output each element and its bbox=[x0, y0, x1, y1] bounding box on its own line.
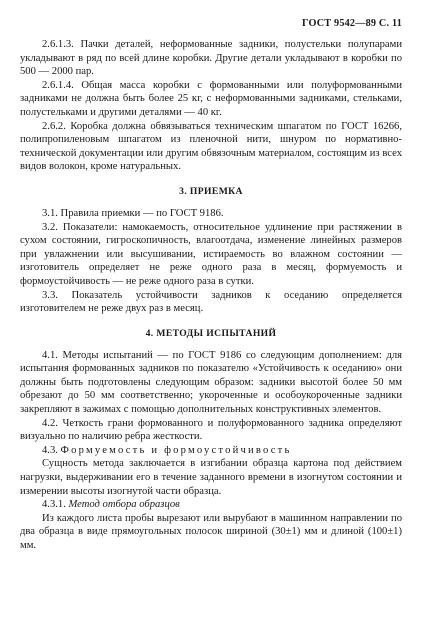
paragraph-4-1: 4.1. Методы испытаний — по ГОСТ 9186 со следующим дополнением: для испытания формованных задников по показателю «Устойчивость к оседанию» они должны быть подготовлены следующим образом: задники высотой более 50 мм обрезают до 50 мм соответственно; укороченные и особоукороченные задники закрепляют в зажимах с помощью дополнительных конструктивных элементов. bbox=[20, 349, 402, 416]
paragraph-2-6-1-3: 2.6.1.3. Пачки деталей, неформованные задники, полустельки полупарами укладывают в ряд по всей длине коробки. Другие детали укладывают в коробки по 500 — 2000 пар. bbox=[20, 39, 402, 78]
subsection-4-3-number: 4.3. bbox=[42, 444, 58, 456]
paragraph-3-2: 3.2. Показатели: намокаемость, относительное удлинение при растяжении в сухом состоянии, гигроскопичность, влагоотдача, изменение линейных размеров при увлажнении или высушивании, истираемость во влажном состоянии — изготовитель определяет не реже одного раза в месяц, формуемость и формоустойчивость — не реже одного раза в сутки. bbox=[20, 221, 402, 287]
running-header: ГОСТ 9542—89 С. 11 bbox=[302, 18, 402, 29]
paragraph-2-6-1-4: 2.6.1.4. Общая масса коробки с формованными или полуформованными задниками не должна быть более 25 кг, с неформованными задниками, стельками, полустельками и другими деталями — 40 кг. bbox=[20, 79, 402, 118]
subsection-4-3-title: Формуемость и формоустойчивость bbox=[60, 444, 292, 456]
subsection-4-3-1-heading bbox=[20, 498, 402, 512]
paragraph-4-3-1-body: Из каждого листа пробы вырезают или вырубают в машинном направлении по два образца в виде прямоугольных полосок шириной (30±1) мм и длиной (100±1) мм. bbox=[20, 512, 402, 551]
paragraph-4-2: 4.2. Четкость грани формованного и полуформованного задника определяют визуально по наличию ребра жесткости. bbox=[20, 417, 402, 443]
paragraph-4-3-body: Сущность метода заключается в изгибании образца картона под действием нагрузки, выдерживании его в течение заданного времени в изогнутом состоянии и измерении высоты изогнутой части образца. bbox=[20, 458, 402, 497]
paragraph-3-1: 3.1. Правила приемки — по ГОСТ 9186. bbox=[42, 207, 224, 219]
paragraph-3-3: 3.3. Показатель устойчивости задников к оседанию определяется изготовителем не реже двух раз в месяц. bbox=[20, 289, 402, 315]
subsection-4-3-1-title: Метод отбора образцов bbox=[68, 499, 180, 511]
subsection-4-3-1-number: 4.3.1. bbox=[42, 499, 66, 511]
section-4-title: 4. МЕТОДЫ ИСПЫТАНИЙ bbox=[145, 327, 277, 339]
subsection-4-3-heading bbox=[20, 444, 402, 458]
paragraph-2-6-2: 2.6.2. Коробка должна обвязываться техническим шпагатом по ГОСТ 16266, полипропиленовым шпагатом из пленочной нити, шнуром по нормативно-технической документации или другим обвязочным материалом, состоящим из всех видов волокон, кроме натуральных. bbox=[20, 120, 402, 173]
section-3-title: 3. ПРИЕМКА bbox=[179, 185, 243, 197]
